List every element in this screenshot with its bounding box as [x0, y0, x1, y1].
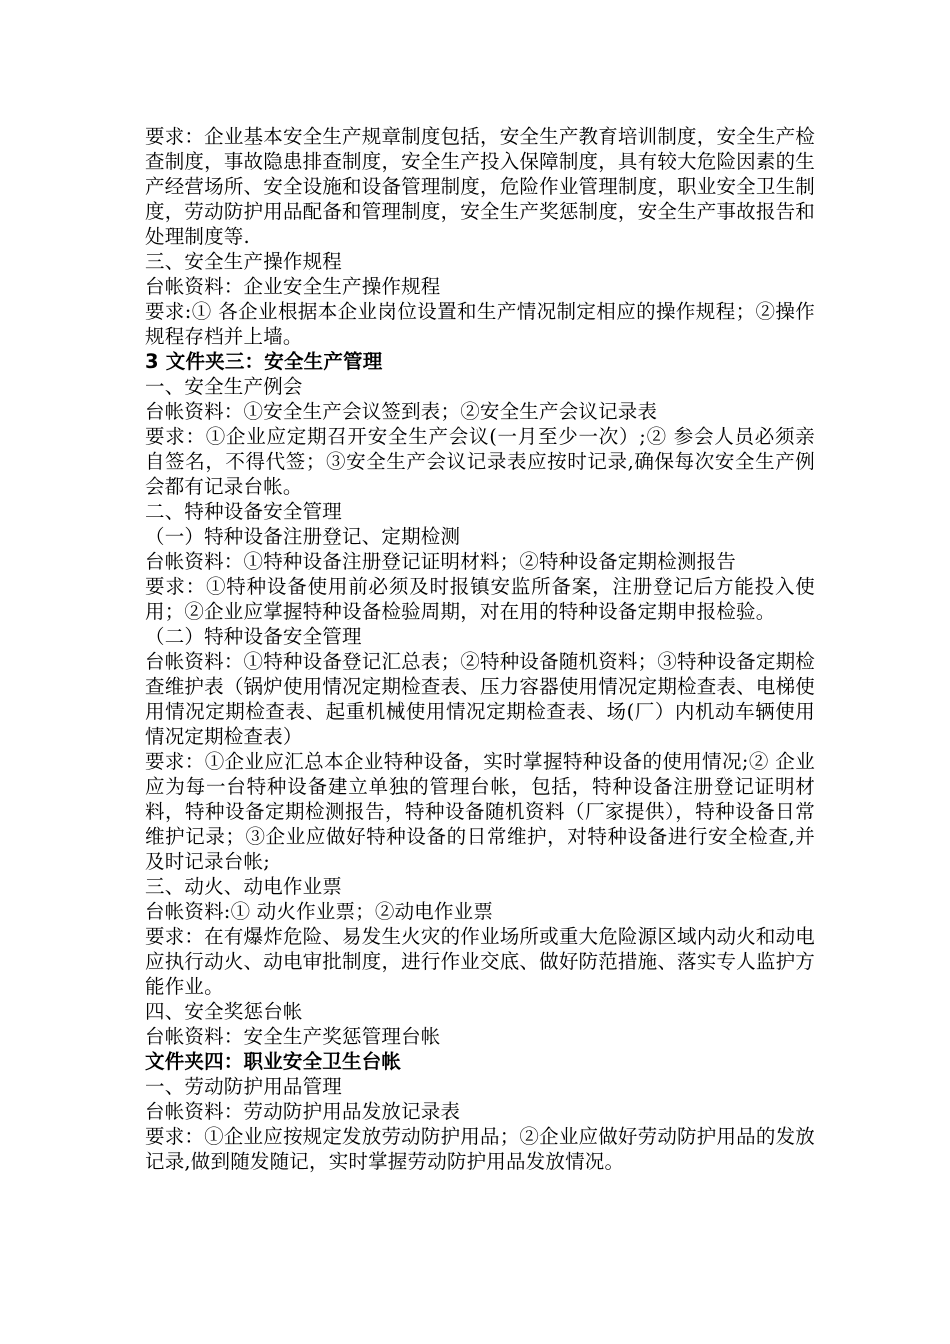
- folder-heading-three: 3 文件夹三：安全生产管理: [145, 350, 383, 373]
- subsection-heading-equipment-management: （二）特种设备安全管理: [145, 625, 362, 648]
- paragraph-requirement-regulations: 要求：企业基本安全生产规章制度包括，安全生产教育培训制度，安全生产检查制度，事故隐患排查制度，安全生产投入保障制度，具有较大危险因素的生产经营场所、安全设施和设备管理制度，危险作业管理制度，职业安全卫生制度，劳动防护用品配备和管理制度，安全生产奖惩制度，安全生产事故报告和处理制度等.: [145, 125, 815, 248]
- paragraph-requirement-protective-equipment: 要求：①企业应按规定发放劳动防护用品；②企业应做好劳动防护用品的发放记录,做到随发随记，实时掌握劳动防护用品发放情况。: [145, 1125, 815, 1173]
- paragraph-requirement-registration: 要求：①特种设备使用前必须及时报镇安监所备案，注册登记后方能投入使用；②企业应掌握特种设备检验周期，对在用的特种设备定期申报检验。: [145, 575, 815, 623]
- folder-heading-four: 文件夹四：职业安全卫生台帐: [145, 1050, 402, 1073]
- paragraph-requirement-work-permits: 要求：在有爆炸危险、易发生火灾的作业场所或重大危险源区域内动火和动电应执行动火、动电审批制度，进行作业交底、做好防范措施、落实专人监护方能作业。: [145, 925, 815, 998]
- paragraph-ledger-work-permits: 台帐资料:① 动火作业票；②动电作业票: [145, 900, 494, 923]
- section-heading-special-equipment: 二、特种设备安全管理: [145, 500, 343, 523]
- paragraph-ledger-equipment-management: 台帐资料：①特种设备登记汇总表；②特种设备随机资料；③特种设备定期检查维护表（锅炉使用情况定期检查表、压力容器使用情况定期检查表、电梯使用情况定期检查表、起重机械使用情况定期检查表、场(厂）内机动车辆使用情况定期检查表）: [145, 650, 815, 748]
- section-heading-safety-meeting: 一、安全生产例会: [145, 375, 303, 398]
- subsection-heading-registration: （一）特种设备注册登记、定期检测: [145, 525, 461, 548]
- paragraph-ledger-rewards-penalties: 台帐资料：安全生产奖惩管理台帐: [145, 1025, 441, 1048]
- paragraph-ledger-safety-meeting: 台帐资料：①安全生产会议签到表；②安全生产会议记录表: [145, 400, 658, 423]
- paragraph-ledger-protective-equipment: 台帐资料：劳动防护用品发放记录表: [145, 1100, 461, 1123]
- section-heading-rewards-penalties: 四、安全奖惩台帐: [145, 1000, 303, 1023]
- paragraph-requirement-equipment-management: 要求：①企业应汇总本企业特种设备，实时掌握特种设备的使用情况;② 企业应为每一台特种设备建立单独的管理台帐，包括，特种设备注册登记证明材料，特种设备定期检测报告，特种设备随机资料（厂家提供），特种设备日常维护记录；③企业应做好特种设备的日常维护，对特种设备进行安全检查,并及时记录台帐;: [145, 750, 815, 873]
- section-heading-operating-rules: 三、安全生产操作规程: [145, 250, 343, 273]
- section-heading-protective-equipment: 一、劳动防护用品管理: [145, 1075, 343, 1098]
- paragraph-ledger-registration: 台帐资料：①特种设备注册登记证明材料；②特种设备定期检测报告: [145, 550, 737, 573]
- paragraph-requirement-operating-rules: 要求:① 各企业根据本企业岗位设置和生产情况制定相应的操作规程；②操作规程存档并上墙。: [145, 300, 815, 348]
- paragraph-requirement-safety-meeting: 要求：①企业应定期召开安全生产会议(一月至少一次）;② 参会人员必须亲自签名，不得代签；③安全生产会议记录表应按时记录,确保每次安全生产例会都有记录台帐。: [145, 425, 815, 498]
- section-heading-work-permits: 三、动火、动电作业票: [145, 875, 343, 898]
- paragraph-ledger-operating-rules: 台帐资料：企业安全生产操作规程: [145, 275, 441, 298]
- document-page: [145, 124, 815, 1174]
